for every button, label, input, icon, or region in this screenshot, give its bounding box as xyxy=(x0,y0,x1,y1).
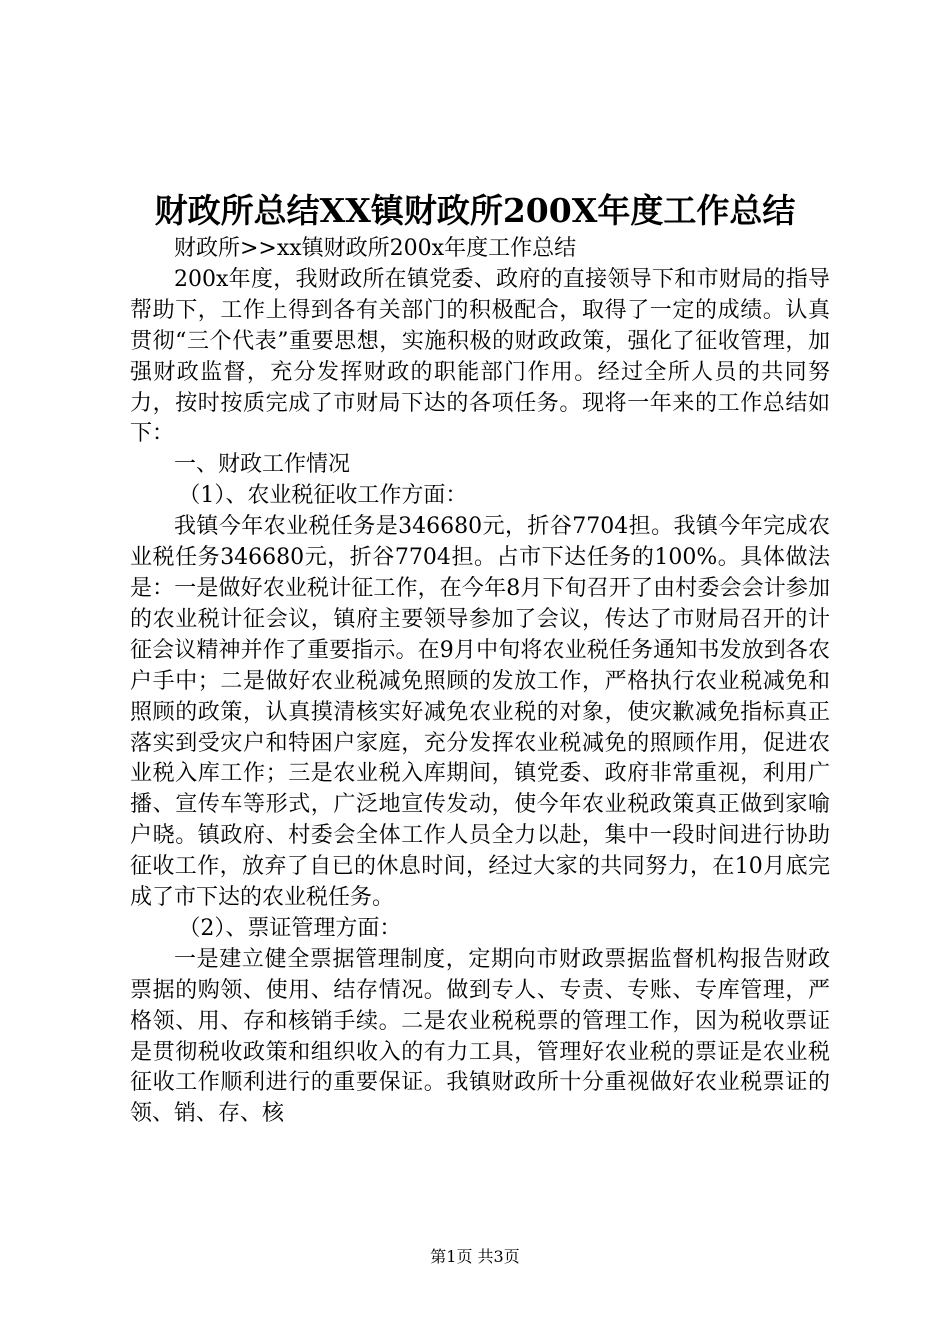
page-footer: 第1页 共3页 xyxy=(430,1247,520,1266)
subsection-heading-voucher-management: （2）、票证管理方面： xyxy=(178,915,402,941)
intro-paragraph: 200x年度，我财政所在镇党委、政府的直接领导下和市财局的指导帮助下，工作上得到各有关部门的积极配合，取得了一定的成绩。认真贯彻“三个代表”重要思想，实施积极的财政政策，强化了征收管理，加强财政监督，充分发挥财政的职能部门作用。经过全所人员的共同努力，按时按质完成了市财局下达的各项任务。现将一年来的工作总结如下： xyxy=(130,266,830,447)
subsection-heading-agri-tax: （1）、农业税征收工作方面： xyxy=(178,483,468,509)
voucher-management-paragraph: 一是建立健全票据管理制度，定期向市财政票据监督机构报告财政票据的购领、使用、结存情况。做到专人、专责、专账、专库管理，严格领、用、存和核销手续。二是农业税税票的管理工作，因为税收票证是贯彻税收政策和组织收入的有力工具，管理好农业税的票证是农业税征收工作顺利进行的重要保证。我镇财政所十分重视做好农业税票证的领、销、存、核 xyxy=(130,946,830,1127)
document-body xyxy=(130,234,830,1130)
document-subtitle: 财政所>>xx镇财政所200x年度工作总结 xyxy=(174,236,577,261)
agri-tax-paragraph: 我镇今年农业税任务是346680元，折谷7704担。我镇今年完成农业税任务346680元，折谷7704担。占市下达任务的100%。具体做法是：一是做好农业税计征工作，在今年8月下旬召开了由村委会会计参加的农业税计征会议，镇府主要领导参加了会议，传达了市财局召开的计征会议精神并作了重要指示。在9月中旬将农业税任务通知书发放到各农户手中；二是做好农业税减免照顾的发放工作，严格执行农业税减免和照顾的政策，认真摸清核实好减免农业税的对象，使灾歉减免指标真正落实到受灾户和特困户家庭，充分发挥农业税减免的照顾作用，促进农业税入库工作；三是农业税入库期间，镇党委、政府非常重视，利用广播、宣传车等形式，广泛地宣传发动，使今年农业税政策真正做到家喻户晓。镇政府、村委会全体工作人员全力以赴，集中一段时间进行协助征收工作，放弃了自已的休息时间，经过大家的共同努力，在10月底完成了市下达的农业税任务。 xyxy=(130,514,830,911)
document-title: 财政所总结XX镇财政所200X年度工作总结 xyxy=(154,191,796,230)
section-heading-finance-work: 一、财政工作情况 xyxy=(174,452,351,478)
